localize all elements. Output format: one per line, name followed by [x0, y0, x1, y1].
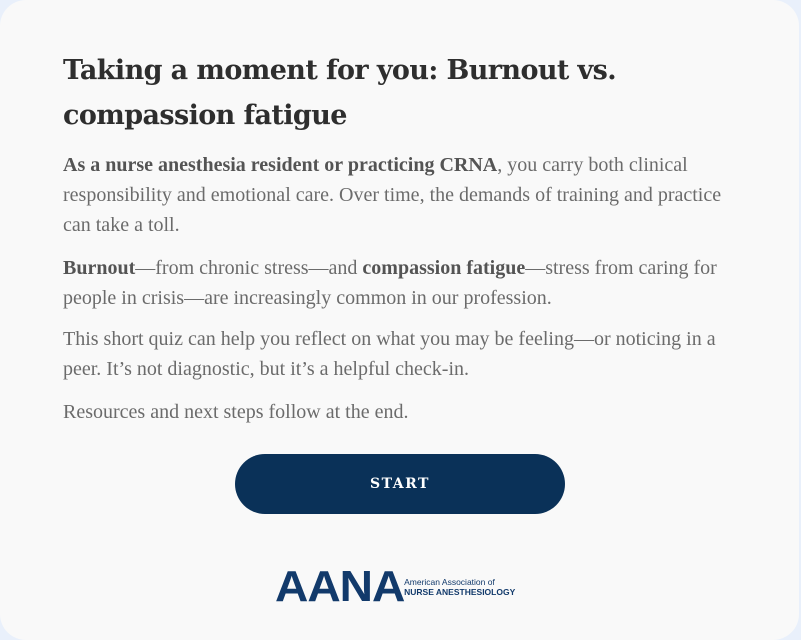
intro-paragraph-4: Resources and next steps follow at the end. [63, 401, 409, 423]
intro-paragraph-3: This short quiz can help you reflect on what you may be feeling—or noticing in a peer. It’s not diagnostic, but it’s a helpful check-in. [63, 328, 716, 380]
intro-p2-text: —stress from caring for people in crisis—are increasingly common in our profession. [63, 257, 717, 309]
burnout-term: Burnout [63, 257, 136, 279]
aana-logo-line2: NURSE ANESTHESIOLOGY [404, 587, 516, 597]
intro-p1-bold: As a nurse anesthesia resident or practicing CRNA [63, 154, 498, 176]
compassion-fatigue-term: compassion fatigue [362, 257, 526, 279]
intro-p1-text: , you carry both clinical responsibility and emotional care. Over time, the demands of training and practice can take a toll. [63, 154, 722, 236]
start-button[interactable]: START [235, 454, 565, 514]
aana-logo-line1: American Association of [404, 577, 495, 587]
aana-logo-mark: AANA [275, 562, 405, 611]
intro-paragraph-2 [63, 253, 753, 313]
aana-logo [275, 562, 516, 611]
intro-p2-mid: —from chronic stress—and [135, 257, 363, 279]
aana-logo-text [404, 577, 515, 597]
page-title: Taking a moment for you: Burnout vs. compassion fatigue [63, 55, 617, 131]
intro-paragraph-1 [63, 150, 753, 240]
